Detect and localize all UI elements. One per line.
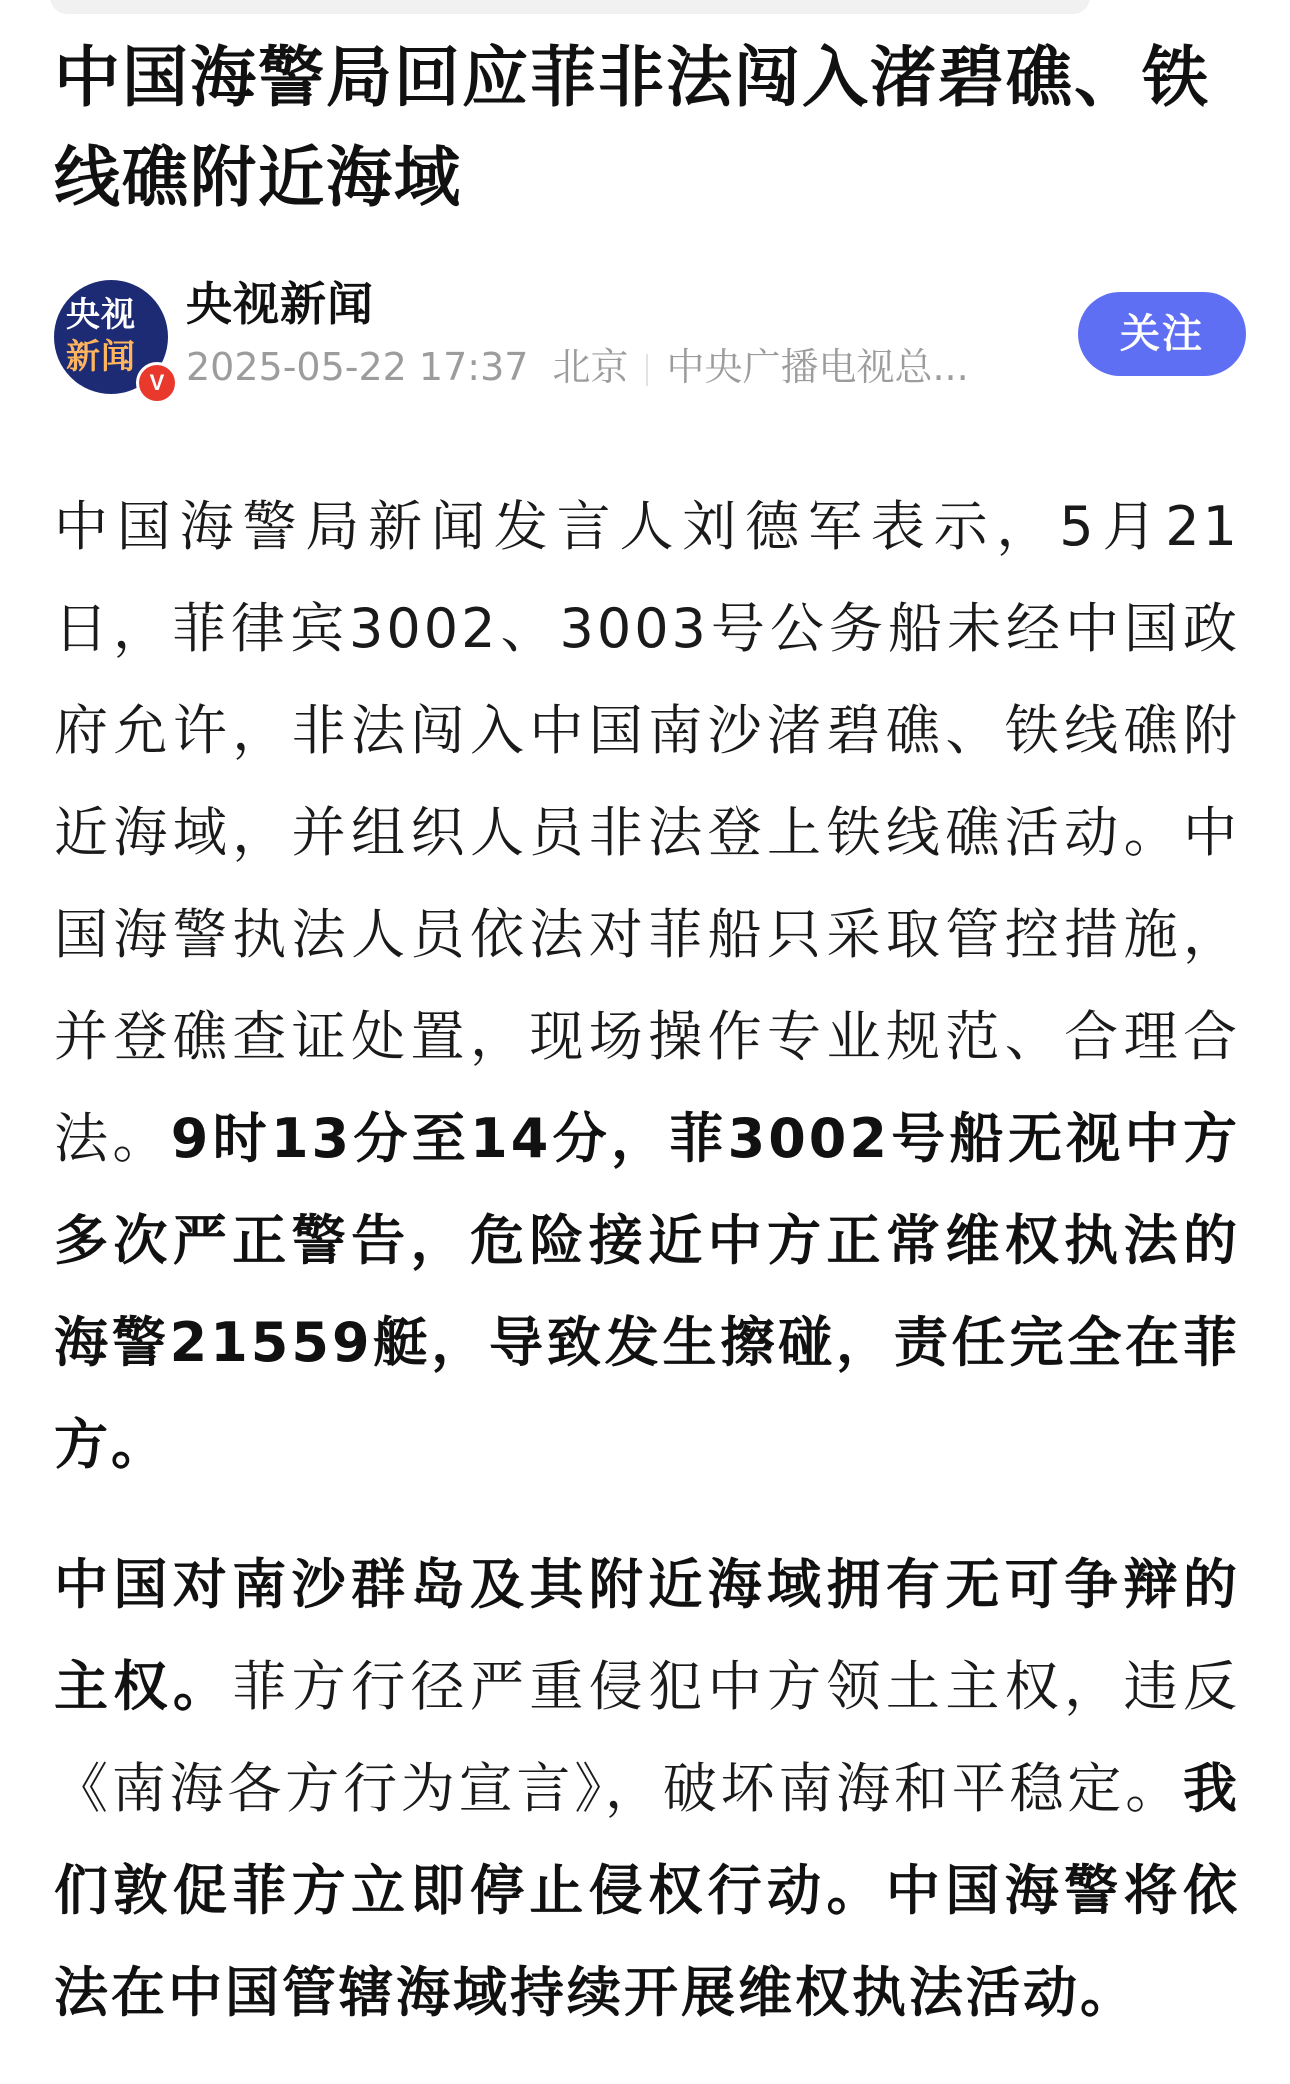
avatar-logo-line2: 新闻 bbox=[66, 337, 136, 377]
verified-badge-icon: V bbox=[136, 362, 178, 404]
paragraph-bold-text: 我们敦促菲方立即停止侵权行动。中国海警将依法在中国管辖海域持续开展维权执法活动。 bbox=[54, 1757, 1240, 2024]
publish-location: 北京 bbox=[552, 345, 629, 389]
paragraph-bold-text: 9时13分至14分，菲3002号船无视中方多次严正警告，危险接近中方正常维权执法的海警21559艇，导致发生擦碰，责任完全在菲方。 bbox=[54, 1107, 1240, 1476]
author-name[interactable]: 央视新闻 bbox=[186, 277, 374, 331]
top-search-bar-edge[interactable] bbox=[50, 0, 1090, 14]
article-meta bbox=[186, 342, 1086, 392]
paragraph-text: 中国海警局新闻发言人刘德军表示，5月21日，菲律宾3002、3003号公务船未经中国政府允许，非法闯入中国南沙渚碧礁、铁线礁附近海域，并组织人员非法登上铁线礁活动。中国海警执法人员依法对菲船只采取管控措施，并登礁查证处置，现场操作专业规范、合理合法。 bbox=[54, 495, 1240, 1170]
article-paragraph-2 bbox=[54, 1534, 1240, 2044]
paragraph-bold-text: 中国对南沙群岛及其附近海域拥有无可争辩的主权。 bbox=[54, 1553, 1240, 1718]
avatar-logo-line1: 央视 bbox=[66, 295, 136, 335]
meta-divider bbox=[646, 354, 648, 386]
article-title: 中国海警局回应菲非法闯入渚碧礁、铁线礁附近海域 bbox=[54, 39, 1210, 216]
author-row bbox=[54, 277, 1240, 400]
follow-button[interactable]: 关注 bbox=[1078, 292, 1246, 376]
paragraph-text: 菲方行径严重侵犯中方领土主权，违反《南海各方行为宣言》，破坏南海和平稳定。 bbox=[54, 1655, 1241, 1820]
source-name: 中央广播电视总... bbox=[666, 345, 969, 389]
article-body bbox=[54, 476, 1240, 2044]
avatar-logo-text bbox=[66, 294, 156, 378]
article-page bbox=[54, 28, 1240, 2044]
article-paragraph-1 bbox=[54, 476, 1240, 1496]
publish-datetime: 2025-05-22 17:37 bbox=[186, 345, 529, 389]
